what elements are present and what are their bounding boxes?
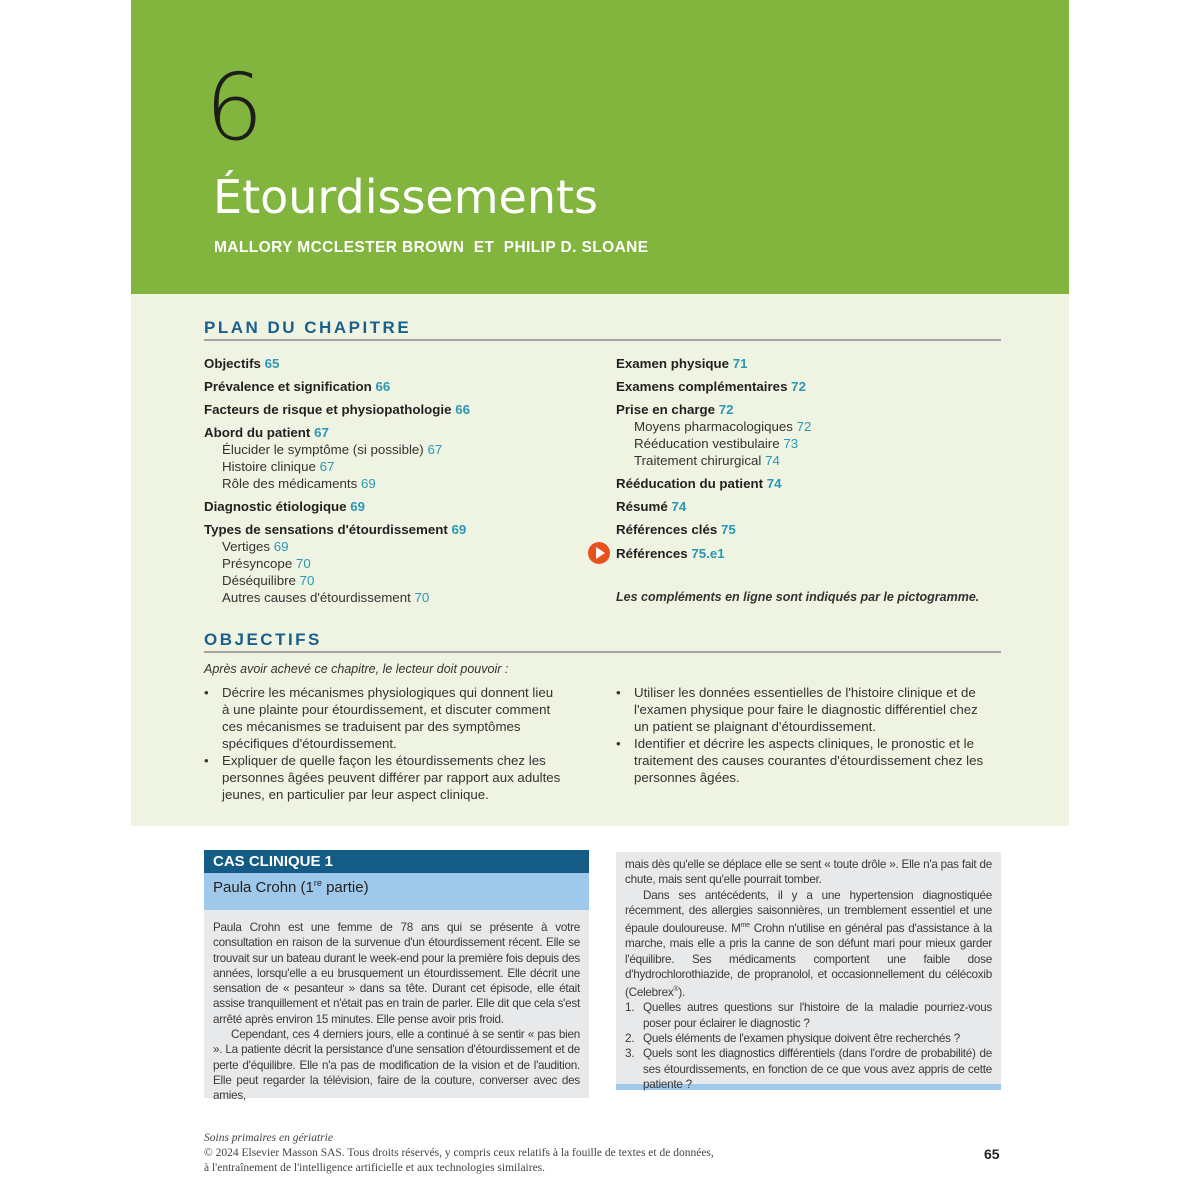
objective-item: • Expliquer de quelle façon les étourdissements chez les personnes âgées peuvent différer par rapport aux adultes jeunes, en particulier par leur aspect clinique.: [204, 752, 562, 803]
toc-page: 74: [671, 499, 687, 514]
toc-item[interactable]: [204, 424, 604, 492]
objective-item: • Identifier et décrire les aspects cliniques, le pronostic et le traitement des causes courantes d'étourdissement chez les personnes âgées.: [616, 735, 996, 786]
toc-label: Abord du patient: [204, 425, 311, 440]
case-paragraph: Dans ses antécédents, il y a une hypertension diagnostiquée récemment, des allergies saisonnières, un tremblement essentiel et une épaule douloureuse. $M^{me}$ Crohn n'utilise en général pas d'assistance à la marche, mais elle a pris la canne de son défunt mari pour mieux garder l'équilibre. Ses médicaments comportent une faible dose d'hydrochlorothiazide, de propranolol, et occasionnellement du célécoxib (Celebrex®).: [625, 888, 992, 1000]
toc-label: Prise en charge: [616, 402, 716, 417]
book-title: Soins primaires en gériatrie: [204, 1132, 333, 1144]
footer: [204, 1131, 714, 1176]
toc-subitem[interactable]: [204, 572, 604, 589]
toc-page: 69: [350, 499, 366, 514]
toc-label: Références clés: [616, 522, 718, 537]
toc-page: 69: [451, 522, 467, 537]
toc-page: 66: [375, 379, 391, 394]
toc-subitem[interactable]: [616, 435, 1016, 452]
toc-subitem[interactable]: [616, 452, 1016, 469]
toc-page: 70: [299, 573, 315, 588]
chapter-number: 6: [205, 54, 264, 161]
toc-subitem[interactable]: [204, 441, 604, 458]
toc-page: 67: [314, 425, 329, 440]
toc-label: Examens complémentaires: [616, 379, 788, 394]
case-heading: CAS CLINIQUE 1: [204, 850, 589, 873]
case-question: 1. Quelles autres questions sur l'histoire de la maladie pourriez-vous poser pour éclairer le diagnostic ?: [625, 1001, 992, 1030]
toc-page: 73: [783, 436, 799, 451]
toc-item[interactable]: [204, 498, 604, 515]
toc-subitem[interactable]: [204, 475, 604, 492]
toc-item[interactable]: [204, 401, 604, 418]
case-text-right: [616, 852, 1001, 1090]
copyright: à l'entraînement de l'intelligence artificielle et aux technologies similaires.: [204, 1162, 546, 1174]
toc-label: Présyncope: [222, 556, 293, 571]
copyright: © 2024 Elsevier Masson SAS. Tous droits réservés, y compris ceux relatifs à la fouille de textes et de données,: [204, 1147, 714, 1159]
case-question: 2. Quels éléments de l'examen physique doivent être recherchés ?: [625, 1032, 961, 1046]
online-content-play-icon: [588, 542, 610, 564]
plan-right-column: [616, 355, 1016, 544]
toc-page: 72: [791, 379, 806, 394]
case-paragraph: mais dès qu'elle se déplace elle se sent « toute drôle ». Elle n'a pas fait de chute, mais sent qu'elle pourrait tomber.: [625, 858, 992, 887]
online-note: Les compléments en ligne sont indiqués par le pictogramme.: [616, 590, 980, 604]
toc-subitem[interactable]: [204, 458, 604, 475]
toc-page: 69: [360, 476, 376, 491]
case-box: [204, 850, 589, 1103]
toc-label: Résumé: [616, 499, 668, 514]
plan-heading: PLAN DU CHAPITRE: [204, 318, 1001, 341]
toc-label: Facteurs de risque et physiopathologie: [204, 402, 452, 417]
toc-subitem[interactable]: [204, 555, 604, 572]
objectives-left: [204, 684, 562, 803]
objective-item: • Décrire les mécanismes physiologiques qui donnent lieu à une plainte pour étourdissement, et discuter comment ces mécanismes se traduisent par des symptômes spécifiques d'étourdissement.: [204, 684, 562, 752]
toc-page: 72: [718, 402, 734, 417]
toc-item[interactable]: [204, 521, 604, 606]
toc-label: Autres causes d'étourdissement: [222, 590, 411, 605]
plan-left-column: [204, 355, 604, 612]
toc-page: 75.e1: [691, 546, 725, 561]
toc-label: Examen physique: [616, 356, 730, 371]
toc-label: Vertiges: [222, 539, 271, 554]
toc-label: Histoire clinique: [222, 459, 316, 474]
objective-item: • Utiliser les données essentielles de l'histoire clinique et de l'examen physique pour faire le diagnostic différentiel chez un patient se plaignant d'étourdissement.: [616, 684, 996, 735]
objectives-right: [616, 684, 996, 786]
toc-label: Diagnostic étiologique: [204, 499, 347, 514]
toc-page: 75: [720, 522, 736, 537]
objectifs-intro: Après avoir achevé ce chapitre, le lecteur doit pouvoir :: [204, 662, 509, 676]
toc-label: Types de sensations d'étourdissement: [204, 522, 448, 537]
case-question: 3. Quels sont les diagnostics différentiels (dans l'ordre de probabilité) de ses étourdissements, en fonction de ce que vous avez appris de cette patiente ?: [625, 1047, 992, 1091]
toc-label: Rééducation vestibulaire: [634, 436, 780, 451]
toc-page: 74: [765, 453, 780, 468]
toc-subitem[interactable]: [204, 538, 604, 555]
toc-item[interactable]: [616, 521, 1016, 538]
toc-page: 69: [273, 539, 289, 554]
toc-label: Élucider le symptôme (si possible): [222, 442, 424, 457]
toc-label: Références: [616, 546, 688, 561]
toc-label: Rôle des médicaments: [222, 476, 358, 491]
case-subtitle: Paula Crohn (1re partie): [204, 873, 589, 910]
toc-label: Objectifs: [204, 356, 261, 371]
toc-item[interactable]: [616, 401, 1016, 469]
toc-label: Moyens pharmacologiques: [634, 419, 793, 434]
toc-page: 74: [766, 476, 782, 491]
chapter-header: [131, 0, 1069, 294]
toc-subitem[interactable]: [204, 589, 604, 606]
case-paragraph: Cependant, ces 4 derniers jours, elle a continué à se sentir « pas bien ». La patiente décrit la persistance d'une sensation d'étourdissement et de perte d'équilibre. Elle n'a pas de modification de la vision et de l'audition. Elle peut regarder la télévision, faire de la couture, converser avec des amies,: [213, 1028, 580, 1103]
toc-item[interactable]: [204, 355, 604, 372]
toc-item[interactable]: [616, 475, 1016, 492]
objectifs-heading: OBJECTIFS: [204, 630, 1001, 653]
toc-page: 65: [264, 356, 280, 371]
toc-item[interactable]: [616, 355, 1016, 372]
online-references-item[interactable]: [616, 545, 725, 562]
case-paragraph: Paula Crohn est une femme de 78 ans qui se présente à votre consultation en raison de la survenue d'un étourdissement récent. Elle se trouvait sur un bateau durant le week-end pour la première fois depuis des années, lorsqu'elle a eu brusquement un étourdissement. Elle décrit une sensation de « pesanteur » dans sa tête. Durant cet épisode, elle était assise tranquillement et n'était pas en train de parler. Elle dit que cela s'est arrêté après environ 15 minutes. Elle pense avoir pris froid.: [213, 921, 580, 1026]
page-number: 65: [984, 1146, 1000, 1162]
case-text-left: [204, 910, 589, 1103]
toc-page: 70: [414, 590, 430, 605]
toc-page: 67: [319, 459, 335, 474]
toc-page: 70: [295, 556, 311, 571]
toc-page: 66: [455, 402, 471, 417]
toc-subitem[interactable]: [616, 418, 1016, 435]
toc-item[interactable]: [204, 378, 604, 395]
toc-label: Prévalence et signification: [204, 379, 372, 394]
toc-page: 72: [796, 419, 812, 434]
toc-label: Rééducation du patient: [616, 476, 764, 491]
toc-item[interactable]: [616, 378, 1016, 395]
toc-page: 71: [732, 356, 748, 371]
chapter-title: Étourdissements: [213, 170, 598, 224]
toc-page: 67: [427, 442, 443, 457]
chapter-authors: MALLORY MCCLESTER BROWN ET PHILIP D. SLOANE: [214, 239, 649, 256]
case-questions: [625, 1000, 992, 1092]
toc-label: Déséquilibre: [222, 573, 296, 588]
toc-item[interactable]: [616, 498, 1016, 515]
toc-label: Traitement chirurgical: [634, 453, 762, 468]
